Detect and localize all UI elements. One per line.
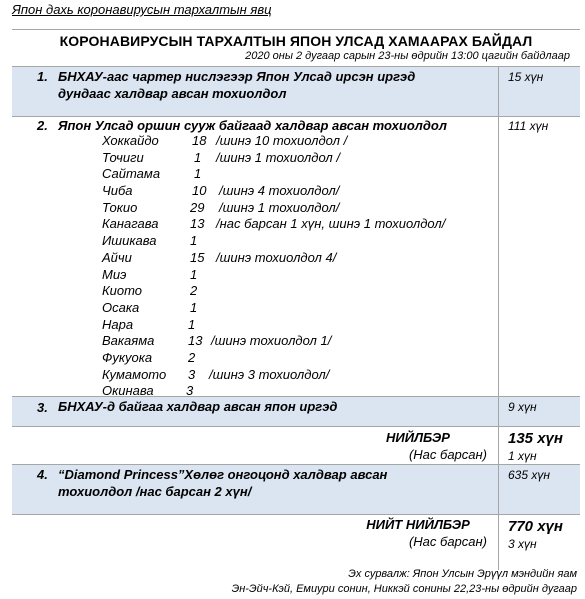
- prefecture-name: Миэ: [102, 267, 127, 282]
- item-value: 15 хүн: [508, 70, 544, 84]
- prefecture-name: Токио: [102, 200, 138, 215]
- subtotal-deaths-label: (Нас барсан): [408, 447, 487, 462]
- prefecture-count: 1: [190, 300, 198, 315]
- grand-total-label: НИЙТ НИЙЛБЭР: [366, 517, 470, 532]
- prefecture-count: 1: [190, 267, 198, 282]
- divider: [12, 514, 580, 515]
- prefecture-name: Фукуока: [102, 350, 153, 365]
- item-text-line: тохиолдол /нас барсан 2 хүн/: [58, 484, 252, 499]
- prefecture-name: Чиба: [102, 183, 133, 198]
- prefecture-count: 1: [194, 166, 202, 181]
- item-number: 1.: [37, 69, 48, 84]
- prefecture-name: Осака: [102, 300, 140, 315]
- prefecture-count: 2: [190, 283, 198, 298]
- prefecture-name: Айчи: [102, 250, 132, 265]
- table-subtitle: 2020 оны 2 дугаар сарын 23-ны өдрийн 13:00 цагийн байдлаар: [245, 50, 570, 62]
- subtotal-value: 135 хүн: [508, 430, 563, 447]
- table-title: КОРОНАВИРУСЫН ТАРХАЛТЫН ЯПОН УЛСАД ХАМААРАХ БАЙДАЛ: [59, 33, 533, 49]
- prefecture-name: Ишикава: [102, 233, 157, 248]
- prefecture-note: /нас барсан 1 хүн, шинэ 1 тохиолдол/: [216, 216, 446, 231]
- item-number: 3.: [37, 400, 48, 415]
- divider: [12, 66, 580, 67]
- grand-total-deaths-label: (Нас барсан): [408, 534, 487, 549]
- prefecture-count: 1: [190, 233, 198, 248]
- prefecture-name: Сайтама: [102, 166, 161, 181]
- prefecture-count: 29: [190, 200, 205, 215]
- prefecture-note: /шинэ 1 тохиолдол/: [219, 200, 340, 215]
- prefecture-count: 15: [190, 250, 205, 265]
- prefecture-name: Кумамото: [102, 367, 167, 382]
- prefecture-name: Канагава: [102, 216, 159, 231]
- prefecture-name: Точиги: [102, 150, 144, 165]
- prefecture-count: 18: [192, 133, 207, 148]
- subtotal-deaths-value: 1 хүн: [508, 449, 537, 463]
- prefecture-count: 2: [188, 350, 196, 365]
- page-heading: Япон дахь коронавирусын тархалтын явц: [12, 2, 272, 17]
- grand-total-value: 770 хүн: [508, 518, 563, 535]
- cases-table: [12, 29, 580, 570]
- prefecture-name: Киото: [102, 283, 143, 298]
- prefecture-note: /шинэ 10 тохиолдол /: [216, 133, 348, 148]
- item-text: [58, 466, 387, 500]
- prefecture-count: 3: [186, 383, 194, 398]
- prefecture-name: Окинава: [102, 383, 154, 398]
- prefecture-count: 1: [188, 317, 196, 332]
- divider: [12, 426, 580, 427]
- prefecture-count: 3: [188, 367, 196, 382]
- divider: [12, 464, 580, 465]
- item-text: [58, 117, 447, 134]
- prefecture-count: 13: [188, 333, 203, 348]
- item-text: [58, 68, 415, 102]
- item-text-line: БНХАУ-аас чартер нислэгээр Япон Улсад ирсэн иргэд: [58, 69, 416, 84]
- prefecture-name: Вакаяма: [102, 333, 155, 348]
- grand-total-deaths-value: 3 хүн: [508, 537, 537, 551]
- prefecture-count: 10: [192, 183, 207, 198]
- prefecture-name: Нара: [102, 317, 134, 332]
- prefecture-note: /шинэ 3 тохиолдол/: [209, 367, 330, 382]
- prefecture-note: /шинэ 4 тохиолдол/: [219, 183, 340, 198]
- source-line: Эн-Эйч-Кэй, Емиури сонин, Никкэй сонины 22,23-ны өдрийн дугаар: [231, 583, 577, 595]
- divider: [12, 396, 580, 397]
- item-text-line: БНХАУ-д байгаа халдвар авсан япон иргэд: [58, 399, 338, 414]
- source-line: Эх сурвалж: Япон Улсын Эрүүл мэндийн яам: [348, 568, 577, 580]
- item-text-line: “Diamond Princess”Хөлөг онгоцонд халдвар авсан: [58, 467, 388, 482]
- item-text: [58, 398, 337, 415]
- prefecture-note: /шинэ тохиолдол 4/: [216, 250, 337, 265]
- item-value: 111 хүн: [508, 119, 549, 133]
- prefecture-note: /шинэ 1 тохиолдол /: [216, 150, 340, 165]
- prefecture-note: /шинэ тохиолдол 1/: [211, 333, 332, 348]
- prefecture-count: 13: [190, 216, 205, 231]
- item-value: 635 хүн: [508, 468, 550, 482]
- prefecture-name: Хоккайдо: [102, 133, 159, 148]
- subtotal-label: НИЙЛБЭР: [386, 430, 450, 445]
- item-number: 2.: [37, 118, 48, 133]
- item-text-line: Япон Улсад оршин сууж байгаад халдвар авсан тохиолдол: [58, 118, 447, 133]
- item-value: 9 хүн: [508, 400, 537, 414]
- item-text-line: дундаас халдвар авсан тохиолдол: [58, 86, 287, 101]
- value-column-divider: [498, 66, 499, 570]
- item-number: 4.: [37, 467, 48, 482]
- prefecture-count: 1: [194, 150, 202, 165]
